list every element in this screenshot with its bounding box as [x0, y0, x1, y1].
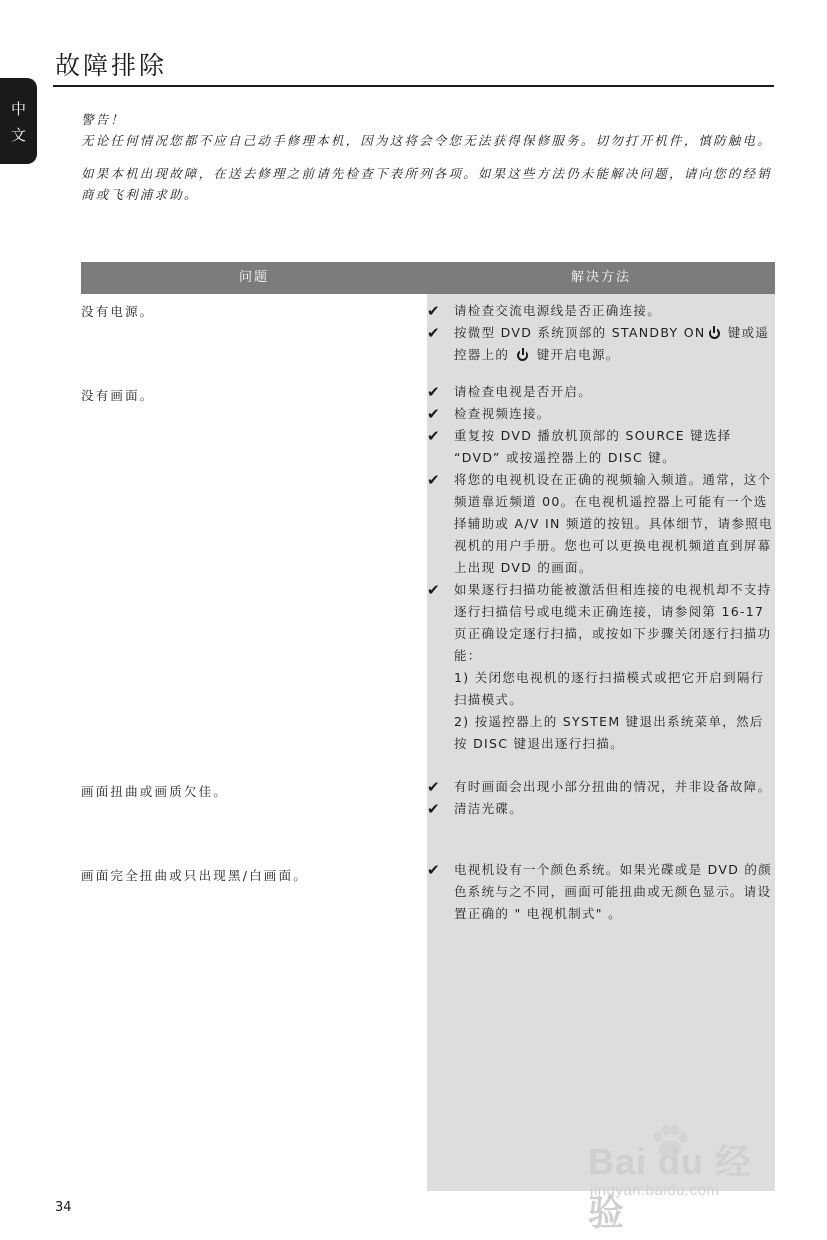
- solution-text: 检查视频连接。: [454, 406, 551, 421]
- solution-text: 如果逐行扫描功能被激活但相连接的电视机却不支持逐行扫描信号或电缆未正确连接，请参阅第 16-17 页正确设定逐行扫描，或按如下步骤关闭逐行扫描功能：: [454, 582, 772, 663]
- solution-list-no-power: [425, 300, 775, 366]
- check-mark-icon: ✔: [427, 302, 441, 320]
- warning-heading: 警告！: [81, 112, 126, 127]
- warning-text: 无论任何情况您都不应自己动手修理本机，因为这将会令您无法获得保修服务。切勿打开机件，慎防触电。: [81, 133, 772, 148]
- column-header-problem: 问题: [238, 270, 269, 285]
- solution-item: [425, 776, 775, 798]
- solution-text: 2) 按遥控器上的 SYSTEM 键退出系统菜单，然后按 DISC 键退出逐行扫描。: [454, 714, 764, 751]
- check-mark-icon: ✔: [427, 324, 441, 342]
- solution-item: [425, 469, 775, 579]
- solution-item: [425, 425, 775, 469]
- power-icon: [517, 350, 528, 361]
- page-title: 故障排除: [55, 51, 168, 80]
- solution-item: [425, 322, 775, 366]
- solution-item: [425, 381, 775, 403]
- solution-text-part: 键开启电源。: [531, 347, 620, 362]
- solution-item: [425, 579, 775, 667]
- warning-section: [81, 109, 775, 205]
- solution-text: 有时画面会出现小部分扭曲的情况，并非设备故障。: [454, 779, 772, 794]
- solution-list-black-white-picture: [425, 859, 775, 925]
- solution-text: 将您的电视机设在正确的视频输入频道。通常，这个频道靠近频道 00。在电视机遥控器上可能有一个选择辅助或 A/V IN 频道的按钮。具体细节，请参照电视机的用户手册。您也可以更换电视机频道直到屏幕上出现 DVD 的画面。: [454, 472, 773, 575]
- watermark-url: jingyan.baidu.com: [590, 1182, 720, 1199]
- solution-text-part: 键或遥控器上的: [454, 325, 770, 362]
- watermark: [588, 1122, 778, 1233]
- language-tab-label-top: 中: [10, 100, 26, 118]
- watermark-logo: Bai du 经验: [588, 1141, 753, 1233]
- solution-text: 1) 关闭您电视机的逐行扫描模式或把它开启到隔行扫描模式。: [454, 670, 765, 707]
- solution-text-part: 按微型 DVD 系统顶部的 STANDBY ON: [454, 325, 706, 340]
- solution-list-distorted-picture: [425, 776, 775, 820]
- power-icon: [709, 328, 720, 339]
- warning-advice: 如果本机出现故障，在送去修理之前请先检查下表所列各项。如果这些方法仍未能解决问题，请向您的经销商或飞利浦求助。: [81, 166, 772, 202]
- check-mark-icon: ✔: [427, 581, 441, 599]
- solution-item: [425, 300, 775, 322]
- problem-distorted-picture: 画面扭曲或画质欠佳。: [81, 784, 229, 799]
- table-header: [81, 262, 775, 294]
- problem-no-picture: 没有画面。: [81, 388, 155, 403]
- check-mark-icon: ✔: [427, 778, 441, 796]
- solution-text: 请检查电视是否开启。: [454, 384, 593, 399]
- solution-item: [425, 798, 775, 820]
- page-number: 34: [55, 1200, 72, 1215]
- column-header-solution: 解决方法: [570, 270, 631, 285]
- check-mark-icon: ✔: [427, 383, 441, 401]
- title-divider: [53, 85, 774, 87]
- language-tab: [0, 78, 37, 164]
- solution-list-no-picture: [425, 381, 775, 755]
- language-tab-label-bottom: 文: [10, 126, 26, 144]
- problem-no-power: 没有电源。: [81, 304, 155, 319]
- solution-text: 电视机设有一个颜色系统。如果光碟或是 DVD 的颜色系统与之不同，画面可能扭曲或无颜色显示。请设置正确的 " 电视机制式" 。: [454, 862, 773, 921]
- check-mark-icon: ✔: [427, 800, 441, 818]
- problem-black-white-picture: 画面完全扭曲或只出现黑/白画面。: [81, 868, 308, 883]
- solution-text: 重复按 DVD 播放机顶部的 SOURCE 键选择 “DVD” 或按遥控器上的 DISC 键。: [454, 428, 732, 465]
- check-mark-icon: ✔: [427, 471, 441, 489]
- check-mark-icon: ✔: [427, 405, 441, 423]
- solution-item: [425, 859, 775, 925]
- solution-text: 请检查交流电源线是否正确连接。: [454, 303, 662, 318]
- solution-substep: [425, 667, 775, 711]
- check-mark-icon: ✔: [427, 427, 441, 445]
- check-mark-icon: ✔: [427, 861, 441, 879]
- solution-substep: [425, 711, 775, 755]
- solution-text: 清洁光碟。: [454, 801, 524, 816]
- solution-item: [425, 403, 775, 425]
